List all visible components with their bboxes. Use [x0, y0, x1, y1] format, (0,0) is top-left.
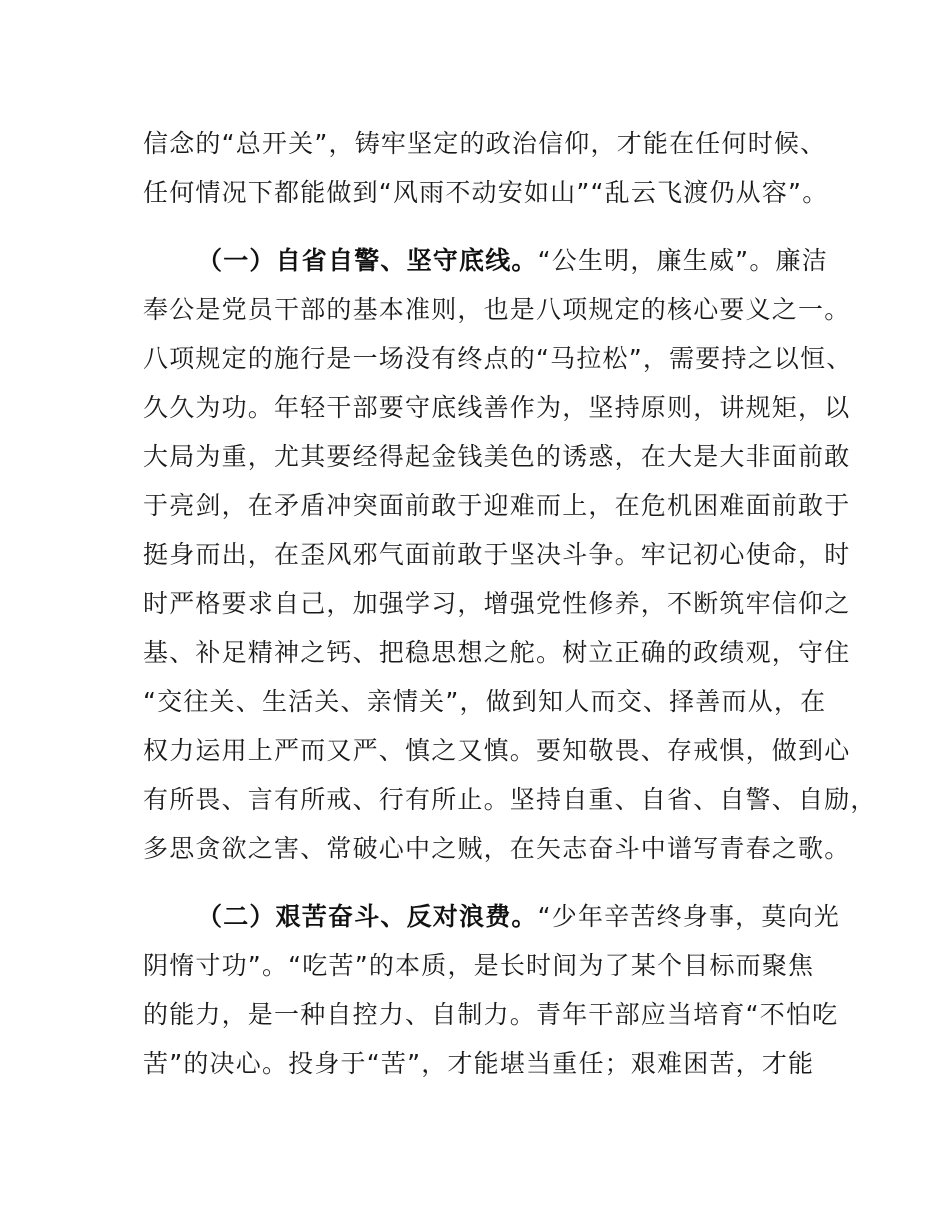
section-1-heading: （一）自省自警、坚守底线。 [197, 246, 538, 275]
body-text-line: 任何情况下都能做到“风雨不动安如山”“乱云飞渡仍从容”。 [143, 178, 829, 207]
body-text-line: 挺身而出，在歪风邪气面前敢于坚决斗争。牢记初心使命，时 [143, 540, 851, 569]
body-text-line: 苦”的决心。投身于“苦”，才能堪当重任；艰难困苦，才能 [143, 1049, 815, 1078]
section-2-first-line-text: “少年辛苦终身事，莫向光 [537, 902, 840, 931]
section-2-first-line [197, 897, 887, 937]
body-text-line: “交往关、生活关、亲情关”，做到知人而交、择善而从，在 [143, 687, 827, 716]
body-text-line: 久久为功。年轻干部要守底线善作为，坚持原则，讲规矩，以 [143, 393, 851, 422]
body-text-line: 基、补足精神之钙、把稳思想之舵。树立正确的政绩观，守住 [143, 638, 851, 667]
body-text-line: 奉公是党员干部的基本准则，也是八项规定的核心要义之一。 [143, 295, 851, 324]
section-1-first-line-text: “公生明，廉生威”。廉洁 [537, 246, 828, 275]
body-text-line: 阴惰寸功”。“吃苦”的本质，是长时间为了某个目标而聚焦 [143, 951, 815, 980]
section-2-heading: （二）艰苦奋斗、反对浪费。 [197, 902, 538, 931]
body-text-line: 八项规定的施行是一场没有终点的“马拉松”，需要持之以恒、 [143, 344, 853, 373]
body-text-line: 于亮剑，在矛盾冲突面前敢于迎难而上，在危机困难面前敢于 [143, 491, 851, 520]
body-text-line: 信念的“总开关”，铸牢坚定的政治信仰，才能在任何时候、 [143, 129, 827, 158]
body-text-line: 多思贪欲之害、常破心中之贼，在矢志奋斗中谱写青春之歌。 [143, 834, 851, 863]
body-text-line: 时严格要求自己，加强学习，增强党性修养，不断筑牢信仰之 [143, 589, 851, 618]
body-text-line: 的能力，是一种自控力、自制力。青年干部应当培育“不怕吃 [143, 1000, 839, 1029]
body-text-line: 权力运用上严而又严、慎之又慎。要知敬畏、存戒惧，做到心 [143, 736, 851, 765]
section-1-first-line [197, 241, 887, 281]
body-text-line: 有所畏、言有所戒、行有所止。坚持自重、自省、自警、自励， [143, 785, 877, 814]
body-text-line: 大局为重，尤其要经得起金钱美色的诱惑，在大是大非面前敢 [143, 442, 851, 471]
